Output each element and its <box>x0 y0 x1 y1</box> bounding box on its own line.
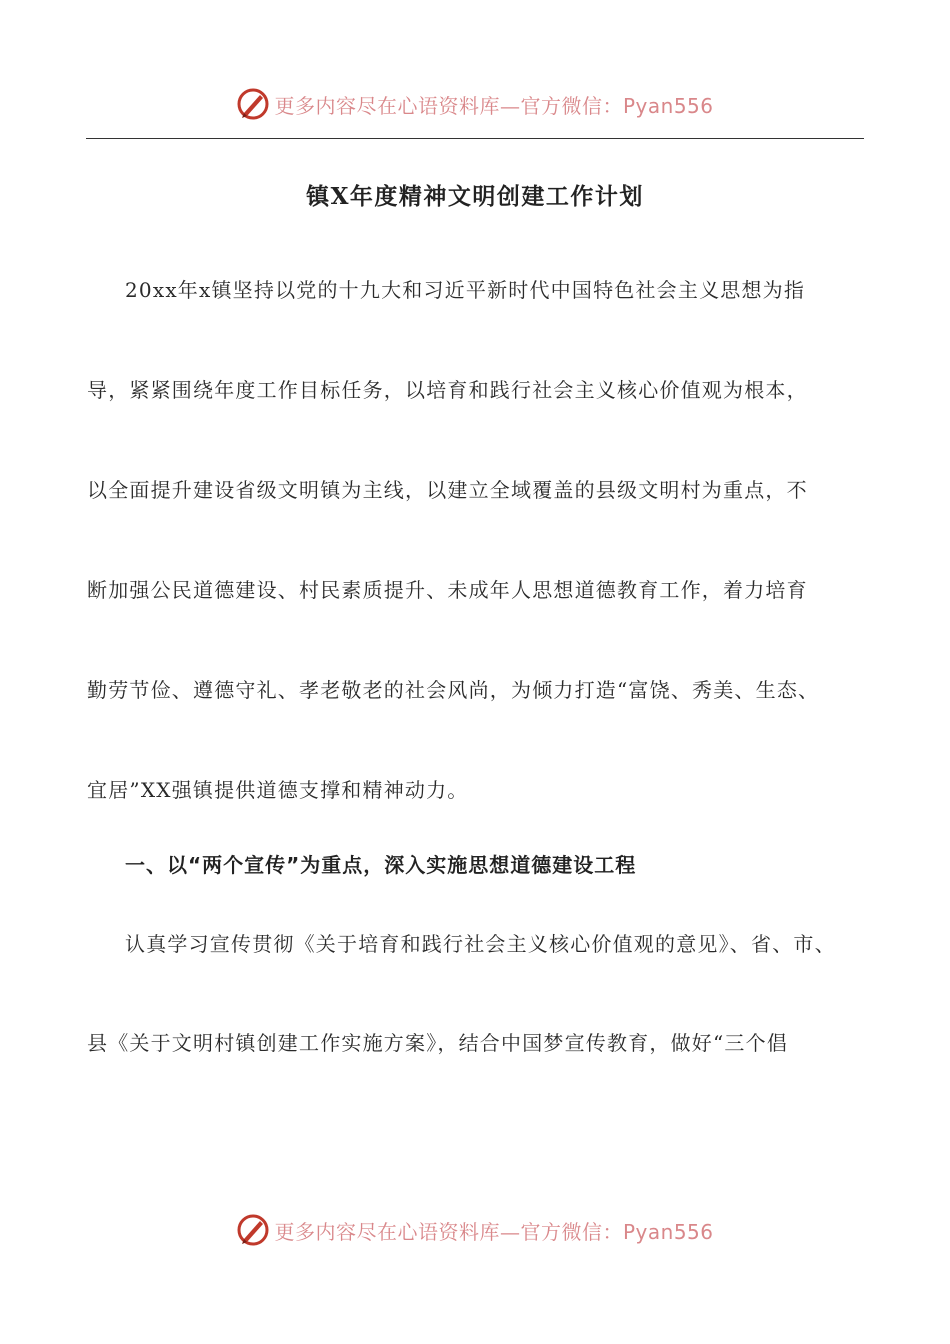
paragraph-line: 20xx年x镇坚持以党的十九大和习近平新时代中国特色社会主义思想为指 <box>125 278 806 302</box>
paragraph-line: 勤劳节俭、遵德守礼、孝老敬老的社会风尚，为倾力打造“富饶、秀美、生态、 <box>87 678 820 702</box>
paragraph-line: 县《关于文明村镇创建工作实施方案》，结合中国梦宣传教育，做好“三个倡 <box>87 1031 789 1055</box>
section-heading: 一、以“两个宣传”为重点，深入实施思想道德建设工程 <box>125 853 637 877</box>
pen-logo-icon <box>236 87 270 121</box>
footer-banner <box>0 1210 950 1250</box>
paragraph-line: 断加强公民道德建设、村民素质提升、未成年人思想道德教育工作，着力培育 <box>87 578 808 602</box>
document-title: 镇X年度精神文明创建工作计划 <box>306 183 644 210</box>
footer-banner-text: 更多内容尽在心语资料库—官方微信： <box>274 1219 623 1244</box>
paragraph-line: 以全面提升建设省级文明镇为主线，以建立全域覆盖的县级文明村为重点，不 <box>87 478 808 502</box>
footer-wechat-id: Pyan556 <box>622 1219 714 1244</box>
header-banner-text: 更多内容尽在心语资料库—官方微信： <box>274 93 623 118</box>
paragraph-line: 宜居”XX强镇提供道德支撑和精神动力。 <box>87 778 469 802</box>
paragraph-line: 导，紧紧围绕年度工作目标任务，以培育和践行社会主义核心价值观为根本， <box>87 378 808 402</box>
header-banner <box>0 84 950 124</box>
header-wechat-id: Pyan556 <box>622 93 714 118</box>
header-divider <box>86 138 864 139</box>
pen-logo-icon <box>236 1213 270 1247</box>
paragraph-line: 认真学习宣传贯彻《关于培育和践行社会主义核心价值观的意见》、省、市、 <box>125 932 836 956</box>
